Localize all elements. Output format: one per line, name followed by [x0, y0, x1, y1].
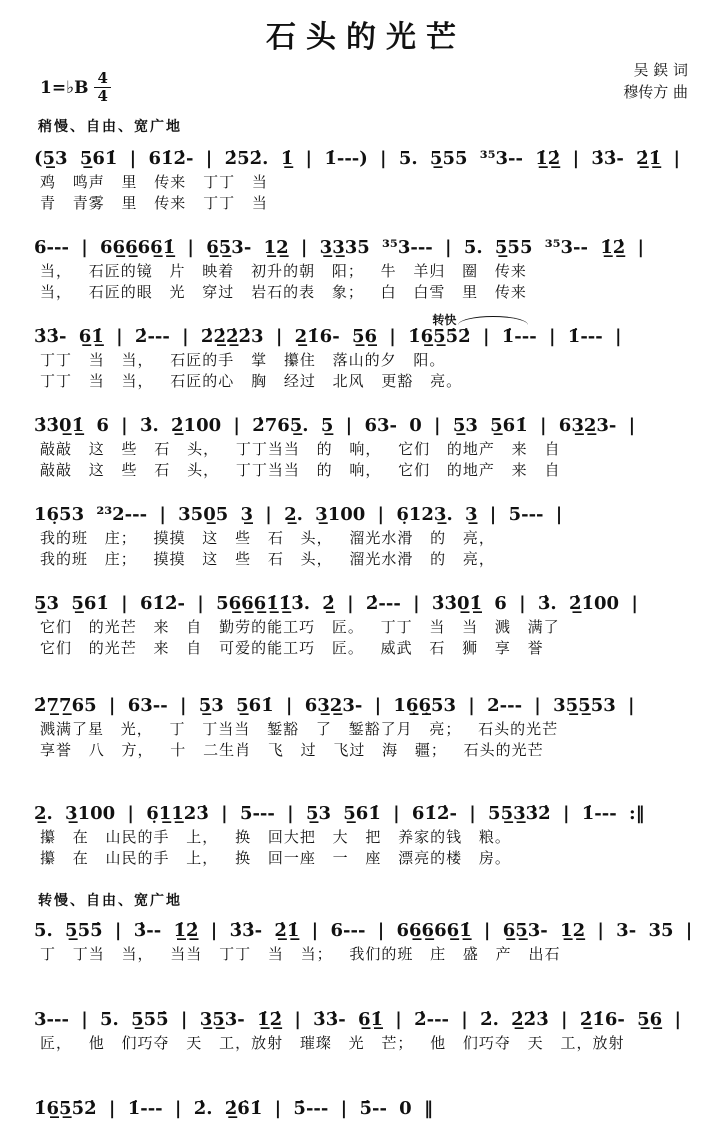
notation-line: 1̇6̲5̲5̇2̇ | 1̇--- | 2̇. 2̲̇6̇1̇ | 5̇--- | 5̇-- 0 ‖: [34, 1098, 433, 1119]
lyric-line: 丁 丁当 当， 当当 丁丁 当 当； 我们的班 庄 盛 产 出石: [40, 945, 561, 963]
lyric-line: 我的班 庄； 摸摸 这 些 石 头， 溜光水滑 的 亮，: [40, 529, 495, 547]
music-system-8: [34, 801, 698, 869]
lyric-line: 当， 石匠的镜 片 映着 初升的朝 阳； 牛 羊归 圈 传来: [40, 262, 527, 280]
notation-line: 2̲. 3̲100 | 6̣1̲1̲23̇ | 5--- | 5̲3 5̲61̇ | 61̇2̇- | 55̲3̲3̇2̇ | 1̇--- :‖: [34, 803, 645, 824]
lyric-line: 敲敲 这 些 石 头， 丁丁当当 的 响， 它们 的地产 来 自: [40, 461, 561, 479]
music-system-1: [34, 146, 698, 214]
lyric-line: 青 青雾 里 传来 丁丁 当: [40, 194, 268, 212]
key-label: 1=♭B: [40, 77, 89, 98]
lyric-line: 享誉 八 方， 十 二生肖 飞 过 飞过 海 疆； 石头的光芒: [40, 741, 544, 759]
time-signature: [94, 70, 110, 105]
lyric-line: [40, 1054, 698, 1075]
notation-line: 3̇3̇0̲1̲̇ 6 | 3̇. 2̲̇100 | 2̇765̲. 5̲ | 63- 0 | 5̲3 5̲61̇ | 63̲2̲3- |: [34, 415, 636, 436]
lyric-line: 它们 的光芒 来 自 可爱的能工巧 匠。 威武 石 狮 享 誉: [40, 639, 544, 657]
notation-line: (5̲3 5̲61̇ | 61̇2̇- | 2̇52̇. 1̲̇ | 1̇---) | 5. 5̲55 ³⁵3-- 1̲̇2̲̇ | 3̇3̇- 2̲̇1̲̇ |: [34, 148, 681, 169]
notation-line: 2̇7̲7̲65 | 63-- | 5̲3 5̲61̇ | 63̲2̲3- | 16̲̣6̲̣53 | 2--- | 35̲5̲53 |: [34, 695, 635, 716]
lyric-line: 匠， 他 们巧夺 天 工，放射 璀璨 光 芒； 他 们巧夺 天 工，放射: [40, 1034, 625, 1052]
music-system-2: [34, 235, 698, 303]
notation-line: 3--- | 5. 5̲55̇ | 3̲5̲3- 1̲̇2̲̇ | 3̇3̇- 6̲1̲̇ | 2̇--- | 2̇. 2̲̇2̇3̇ | 2̲̇1̇6- 5̲6̲ |: [34, 1009, 681, 1030]
song-title: 石头的光芒: [266, 20, 466, 55]
notation-line: 5̲3 5̲61̇ | 61̇2̇- | 56̲6̲6̲1̲̇1̲̇3̇. 2̲̇ | 2̇--- | 3̇3̇0̲1̲̇ 6 | 3̇. 2̲̇1̇00 |: [34, 593, 638, 614]
music-system-7: [34, 693, 698, 761]
lyric-line: 敲敲 这 些 石 头， 丁丁当当 的 响， 它们 的地产 来 自: [40, 440, 561, 458]
lyric-line: 丁丁 当 当， 石匠的心 胸 经过 北风 更豁 亮。: [40, 372, 463, 390]
notation-line: 3̇3̇- 6̲1̲̇ | 2̇--- | 2̇2̲̇2̲̇2̇3 | 2̲1̇6- 5̲6̲ | 1̇6̲5̲5̇2̇ | 1̇--- | 1̇--- |: [34, 326, 622, 347]
time-numerator: 4: [97, 69, 108, 87]
music-system-5: [34, 502, 698, 570]
composer-credit: 穆传方 曲: [623, 82, 688, 101]
score-meta: [34, 58, 698, 116]
lyric-line: 鸡 鸣声 里 传来 丁丁 当: [40, 173, 268, 191]
notation-line: 5. 5̲55̇ | 3̇-- 1̲̇2̲̇ | 3̇3̇- 2̲̇1̲̇ | 6--- | 66̲6̲66̲1̲̇ | 6̲5̲3- 1̲2̲ | 3- 35 |: [34, 920, 693, 941]
lyric-line: 溅满了星 光， 丁 丁当当 錾豁 了 錾豁了月 亮； 石头的光芒: [40, 720, 559, 738]
lyric-line: 攥 在 山民的手 上， 换 回一座 一 座 漂亮的楼 房。: [40, 849, 511, 867]
credits: [623, 60, 688, 104]
music-system-4: [34, 413, 698, 481]
lyric-line: 丁丁 当 当， 石匠的手 掌 攥住 落山的夕 阳。: [40, 351, 446, 369]
tempo-marking-intro: 稍慢、自由、宽广地: [38, 119, 182, 135]
music-system-6: [34, 591, 698, 659]
music-system-10: [34, 1007, 698, 1075]
lyric-line: 攥 在 山民的手 上， 换 回大把 大 把 养家的钱 粮。: [40, 828, 511, 846]
lyricist-credit: 吴 鋘 词: [633, 61, 688, 79]
lyric-line: [40, 965, 698, 986]
music-system-9: [34, 918, 698, 986]
accel-marking: 转快: [432, 311, 528, 328]
tempo-marking-mid: 转慢、自由、宽广地: [38, 893, 182, 909]
lyric-line: 当， 石匠的眼 光 穿过 岩石的表 象； 白 白雪 里 传来: [40, 283, 527, 301]
music-system-3: [34, 313, 698, 392]
notation-line: 6--- | 66̲6̲66̲1̲̇ | 6̲5̲3- 1̲2̲ | 3̲3̲35 ³⁵3--- | 5. 5̲55 ³⁵3-- 1̲̇2̲̇ |: [34, 237, 645, 258]
music-system-11: [34, 1096, 698, 1122]
key-signature: [40, 70, 111, 105]
lyric-line: 我的班 庄； 摸摸 这 些 石 头， 溜光水滑 的 亮，: [40, 550, 495, 568]
notation-line: 16̣53 ²³2--- | 350̲5 3̲ | 2̲. 3̲100 | 6̣123̲. 3̲ | 5--- |: [34, 504, 563, 525]
lyric-line: 它们 的光芒 来 自 勤劳的能工巧 匠。 丁丁 当 当 溅 满了: [40, 618, 560, 636]
time-denominator: 4: [94, 87, 110, 105]
